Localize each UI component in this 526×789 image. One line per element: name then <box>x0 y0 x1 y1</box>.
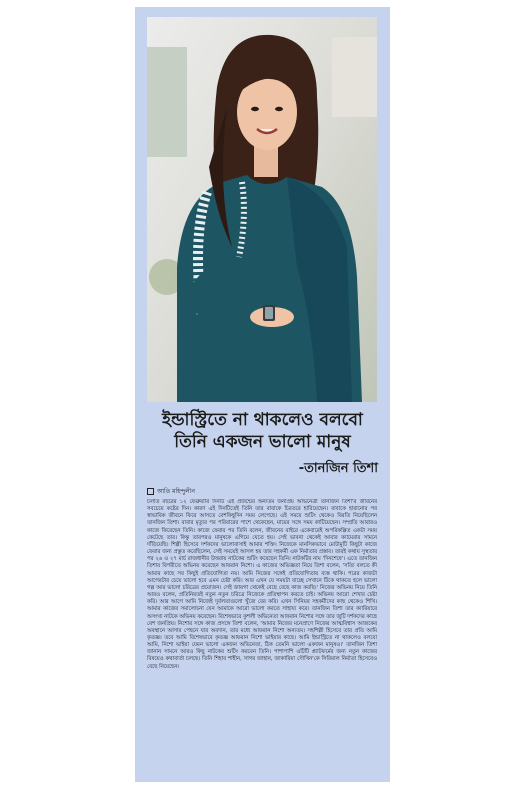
reporter-mark-icon <box>147 488 154 495</box>
article-body: চলতি বছরের ১২ ফেব্রুয়ারি দিনটি এই প্রজন্মের অন্যতম জনপ্রিয় অভিনেত্রী তানজিন তিশা'র জীবনের সবচেয়ে কষ্টের দিন। কারণ এই দিনটিতেই তিনি তার বাবাকে চিরতরে হারিয়েছেন। বাবাকে হারানোর পর স্বাভাবিক জীবনে ফিরে আসতে বেশকিছুদিন সময় লেগেছে। এই সময়ে শুটিং থেকেও বিরতি নিয়েছিলেন তানজিন তিশা। বাবার মৃত্যুর পর পরিবারের পাশে থেকেছেন, মায়ের সঙ্গে সময় কাটিয়েছেন। সম্প্রতি আবারও কাজে ফিরেছেন তিনি। কাজে ফেরার পর তিনি বলেন, জীবনের বাইরে একেবারেই অপরিকল্পিত একটা সময় কেটেছে তার। কিন্তু তারপরও মানুষকে এগিয়ে যেতে হয়। সেই ভাবনা থেকেই আবার ক্যামেরার সামনে দাঁড়িয়েছি। শিল্পী হিসেবে দর্শকদের ভালোবাসাই আমার শক্তি। নিজেকে মানসিকভাবে মোটামুটি কিছুটা কাজে ফেরার জন্য প্রস্তুত করেছিলেন, সেই সময়েই আসল হয় তার সহকর্মী এক নির্মাতার প্রস্তাব। তারই কথায় সুস্থতার পর ২৬ ও ২৭ মার্চ রাজধানীর উত্তরায় নাটকের শুটিং করেছেন তিনি। নাটকটির নাম 'দিনশেষে'। এতে তানজিন তিশার বিপরীতে অভিনয় করেছেন আফরান নিশো। এ কাজের অভিজ্ঞতা নিয়ে তিশা বলেন, 'সত্যি বলতে কী আমার কাছে সব কিছুই প্রতিযোগিতা নয়। আমি নিজের সঙ্গেই প্রতিযোগিতায় ব্যস্ত থাকি। পরের কাজটা আগেরটার চেয়ে ভালো হবে এমন চেষ্টা করি। আর এখন যে সময়টা যাচ্ছে সেখানে টিকে থাকতে হলে ভালো গল্প আর ভালো চরিত্রের প্রয়োজন। সেই জায়গা থেকেই বেছে বেছে কাজ করছি।' নিজের অভিনয় নিয়ে তিনি আরও বলেন, প্রতিনিয়তই নতুন নতুন চরিত্রে নিজেকে প্রতিস্থাপন করতে চাই। অভিনয় আরো শেখার চেষ্টা করি। আর আগে আমি নিজেই দুর্বলতাগুলো খুঁজে বের করি। এখন সিনিয়র সহকর্মীদের কাছ থেকেও শিখি। আমার কাজের সমালোচনা যেন আমাকে আরো ভালো করতে সাহায্য করে। তানজিন তিশা তার ক্যারিয়ারে অসংখ্য নাটকে অভিনয় করেছেন। বিশেষভাবে কুশলী অভিনেতা আফরান নিশোর সঙ্গে তার জুটি দর্শকদের কাছে বেশ জনপ্রিয়। নিশোর সঙ্গে কাজ প্রসঙ্গে তিশা বলেন, 'আমার নিজের মনেপ্রাণে নিজের আত্মবিশ্বাস আজকের অবস্থানে আসার পেছনে যার অবদান, তার মধ্যে আফরান নিশো অন্যতম। সহশিল্পী হিসেবে তার প্রতি আমি কৃতজ্ঞ। তবে আমি বিশেষভাবে কৃতজ্ঞ আফরান নিশো ভাইয়ার কাছে। আমি ইন্ডাস্ট্রিতে না থাকলেও বলবো আমি, নিশো ভাইয়া যেমন ভালো একজন অভিনেতা, ঠিক তেমনি ভালো একজন মানুষও।' তানজিন তিশা জানান সামনে আরও কিছু নাটকের শুটিং করবেন তিনি। পাশাপাশি ওটিটি প্ল্যাটফর্মের জন্য নতুন কাজের বিষয়েও কথাবার্তা চলছে। তিনি শিহাব শাহীন, সাগর জাহান, জাকারিয়া সৌখিন'কে সিরিয়াল নির্মাতা হিসেবেও বেছে নিয়েছেন। <box>147 499 377 670</box>
reporter-line <box>147 486 195 497</box>
headline-line-2: তিনি একজন ভালো মানুষ <box>174 432 351 452</box>
newspaper-clipping <box>135 7 390 782</box>
quote-attribution: -তানজিন তিশা <box>298 461 378 476</box>
article-headline <box>141 409 384 453</box>
reporter-name: আতি মহিন্দুলীন <box>157 488 195 495</box>
headline-line-1: ইন্ডাস্ট্রিতে না থাকলেও বলবো <box>162 410 363 430</box>
photo-illustration <box>147 17 377 402</box>
article-photo <box>147 17 377 402</box>
